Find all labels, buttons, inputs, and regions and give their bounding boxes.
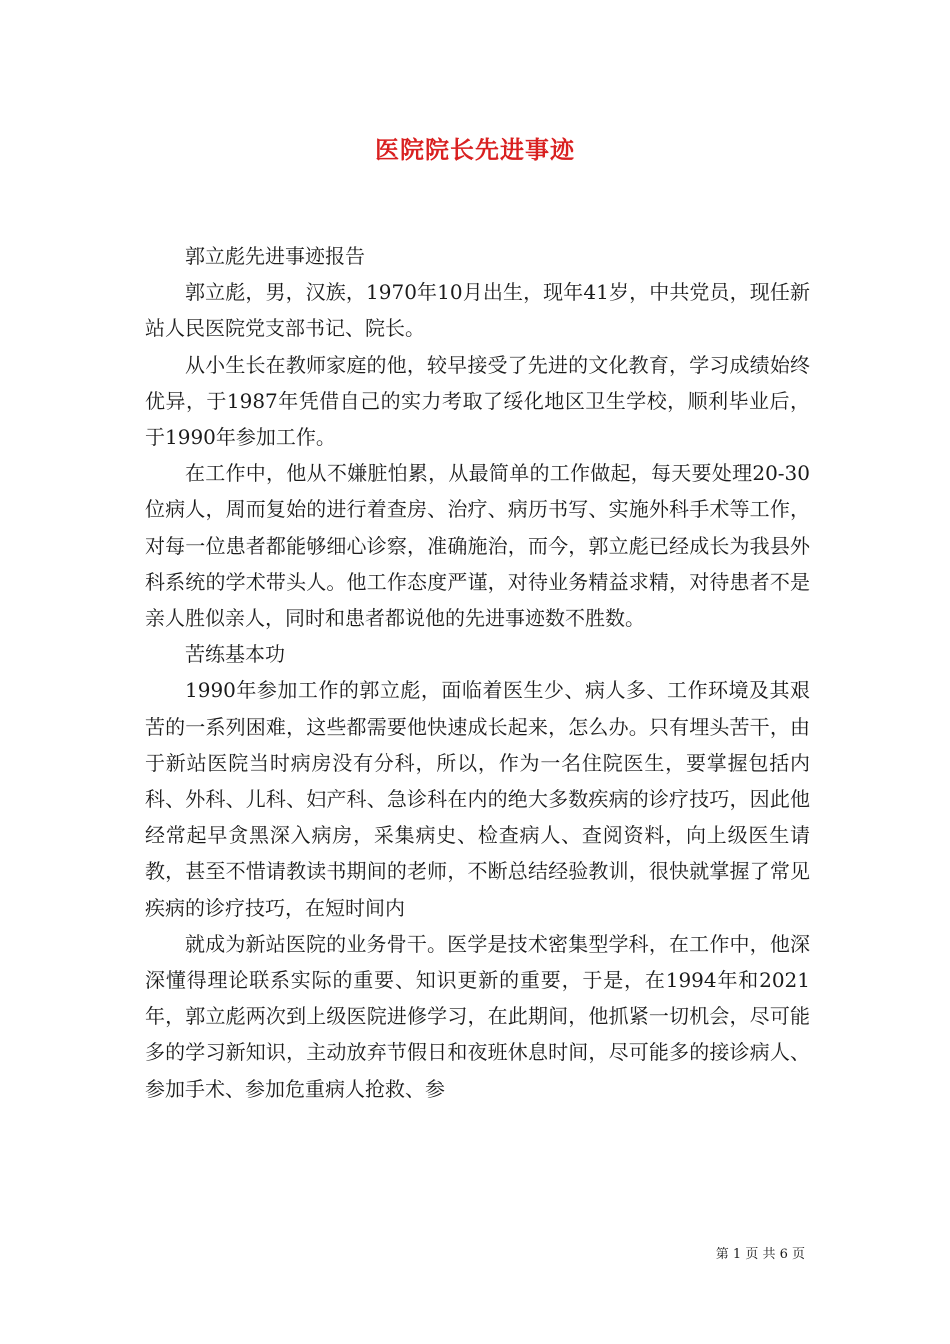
section-heading-basic-skills: 苦练基本功 <box>185 642 285 667</box>
paragraph-intro: 郭立彪，男，汉族，1970年10月出生，现年41岁，中共党员，现任新站人民医院党支部书记、院长。 <box>145 280 810 341</box>
paragraph-education: 从小生长在教师家庭的他，较早接受了先进的文化教育，学习成绩始终优异，于1987年凭借自己的实力考取了绥化地区卫生学校，顺利毕业后，于1990年参加工作。 <box>145 352 810 450</box>
document-title: 医院院长先进事迹 <box>375 135 575 164</box>
document-body <box>145 238 810 1107</box>
report-heading: 郭立彪先进事迹报告 <box>185 244 365 268</box>
paragraph-early-career: 1990年参加工作的郭立彪，面临着医生少、病人多、工作环境及其艰苦的一系列困难，这些都需要他快速成长起来，怎么办。只有埋头苦干，由于新站医院当时病房没有分科，所以，作为一名住院医生，要掌握包括内科、外科、儿科、妇产科、急诊科在内的绝大多数疾病的诊疗技巧，因此他经常起早贪黑深入病房，采集病史、检查病人、查阅资料，向上级医生请教，甚至不惜请教读书期间的老师，不断总结经验教训，很快就掌握了常见疾病的诊疗技巧，在短时间内 <box>145 678 810 920</box>
page-number: 第 1 页 共 6 页 <box>715 1247 805 1262</box>
paragraph-work: 在工作中，他从不嫌脏怕累，从最简单的工作做起，每天要处理20-30位病人，周而复始的进行着查房、治疗、病历书写、实施外科手术等工作，对每一位患者都能够细心诊察，准确施治，而今，郭立彪已经成长为我县外科系统的学术带头人。他工作态度严谨，对待业务精益求精，对待患者不是亲人胜似亲人，同时和患者都说他的先进事迹数不胜数。 <box>145 461 810 631</box>
paragraph-further-study: 就成为新站医院的业务骨干。医学是技术密集型学科，在工作中，他深深懂得理论联系实际的重要、知识更新的重要，于是，在1994年和2021年，郭立彪两次到上级医院进修学习，在此期间，他抓紧一切机会，尽可能多的学习新知识，主动放弃节假日和夜班休息时间，尽可能多的接诊病人、参加手术、参加危重病人抢救、参 <box>145 931 810 1101</box>
